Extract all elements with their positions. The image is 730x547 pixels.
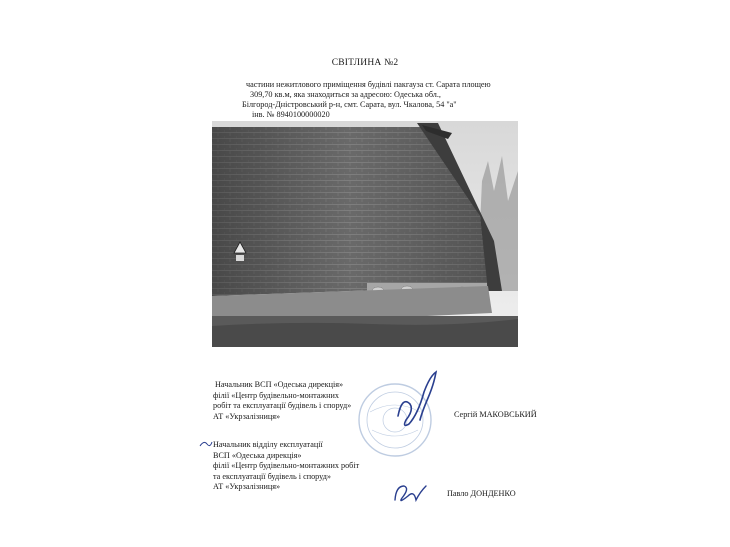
- signature-1-icon: [398, 372, 436, 425]
- description-line-1: частини нежитлового приміщення будівлі пакгауза ст. Сарата площею: [246, 80, 491, 89]
- document-title: СВІТЛИНА №2: [331, 58, 399, 68]
- description-line-2: 309,70 кв.м, яка знаходиться за адресою: Одеська обл.,: [250, 90, 441, 99]
- signatory-2-line-5: АТ «Укрзалізниця»: [213, 482, 281, 491]
- photo-description: [212, 80, 552, 120]
- signature-2-icon: [395, 486, 426, 501]
- signatory-2-position: [213, 440, 359, 493]
- signatory-1-line-3: робіт та експлуатації будівель і споруд»: [213, 401, 352, 410]
- signatory-1-name: Сергій МАКОВСЬКИЙ: [454, 410, 537, 419]
- check-mark-icon: [200, 442, 212, 446]
- signatory-1-line-1: Начальник ВСП «Одеська дирекція»: [215, 380, 344, 389]
- description-line-3: Білгород-Дністровський р-н, смт. Сарата, вул. Чкалова, 54 "а": [242, 100, 457, 109]
- signatory-2-line-3: філії «Центр будівельно-монтажних робіт: [213, 461, 360, 470]
- signatory-1-line-4: АТ «Укрзалізниця»: [213, 411, 281, 421]
- signatory-2-line-1: Начальник відділу експлуатації: [213, 440, 323, 449]
- signatory-2-line-4: та експлуатації будівель і споруд»: [213, 471, 332, 481]
- official-stamp-icon: [359, 384, 431, 456]
- signatory-2-name: Павло ДОНДЕНКО: [447, 489, 516, 498]
- signatory-2-line-2: ВСП «Одеська дирекція»: [213, 450, 302, 460]
- building-photo-image: [212, 121, 518, 347]
- building-photo: [212, 121, 518, 347]
- signatory-1-line-2: філії «Центр будівельно-монтажних: [213, 390, 339, 400]
- signatory-1-position: [213, 380, 351, 422]
- description-line-4: інв. № 8940100000020: [252, 110, 330, 119]
